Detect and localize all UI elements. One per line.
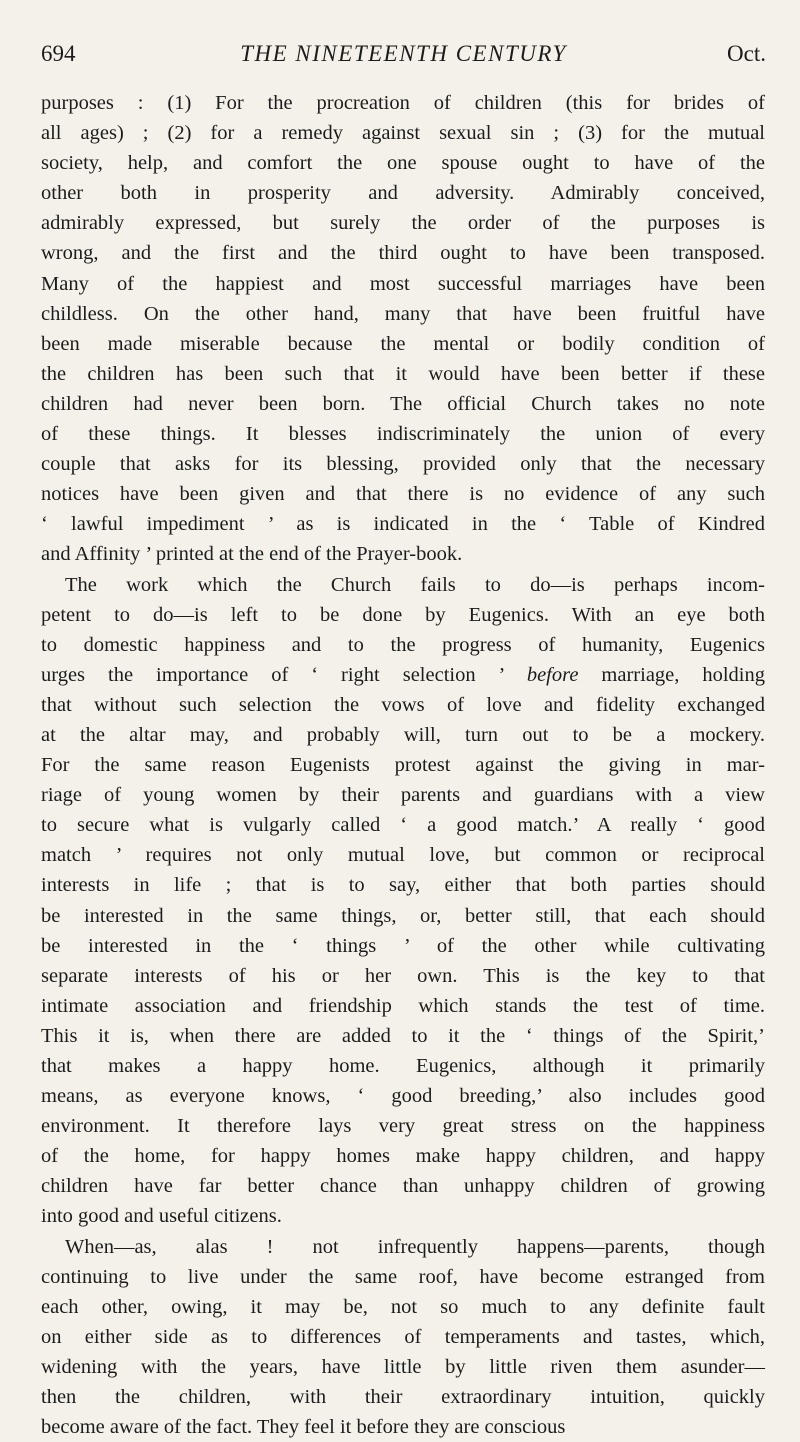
text-line: and Affinity ’ printed at the end of the Prayer-book. — [41, 543, 463, 566]
text-line: separate interests of his or her own. This is the key to that — [41, 964, 765, 987]
text-line: other both in prosperity and adversity. Admirably conceived, — [41, 182, 765, 205]
text-line: means, as everyone knows, ‘ good breeding,’ also includes good — [41, 1085, 765, 1108]
text-line: petent to do—is left to be done by Eugenics. With an eye both — [41, 603, 765, 626]
body-text — [41, 88, 765, 1442]
text-line: that without such selection the vows of love and fidelity exchanged — [41, 693, 765, 716]
text-line: notices have been given and that there is no evidence of any such — [41, 483, 765, 506]
text-line: of the home, for happy homes make happy children, and happy — [41, 1145, 765, 1168]
text-line: ‘ lawful impediment ’ as is indicated in the ‘ Table of Kindred — [41, 513, 765, 536]
text-line: children have far better chance than unhappy children of growing — [41, 1175, 765, 1198]
text-line: riage of young women by their parents and guardians with a view — [41, 784, 765, 807]
text-line: The work which the Church fails to do—is perhaps incom- — [65, 573, 765, 596]
text-line: then the children, with their extraordinary intuition, quickly — [41, 1386, 765, 1409]
text-line: intimate association and friendship which stands the test of time. — [41, 994, 765, 1017]
text-line: that makes a happy home. Eugenics, although it primarily — [41, 1055, 765, 1077]
text-line: been made miserable because the mental or bodily condition of — [41, 332, 765, 355]
text-line: purposes : (1) For the procreation of children (this for brides of — [41, 92, 765, 114]
page-number: 694 — [41, 41, 76, 66]
emphasis: before — [526, 663, 579, 686]
text-line: couple that asks for its blessing, provided only that the necessary — [41, 453, 765, 476]
text-line: at the altar may, and probably will, turn out to be a mockery. — [41, 723, 765, 746]
text-line: wrong, and the first and the third ought to have been transposed. — [41, 242, 765, 265]
text-line: on either side as to differences of temperaments and tastes, which, — [41, 1325, 765, 1348]
text-line: match ’ requires not only mutual love, but common or reciprocal — [41, 844, 765, 867]
text-line: For the same reason Eugenists protest against the giving in mar- — [41, 754, 765, 777]
text-line: all ages) ; (2) for a remedy against sexual sin ; (3) for the mutual — [41, 122, 765, 145]
text-line: become aware of the fact. They feel it before they are conscious — [41, 1416, 566, 1439]
text-line: be interested in the ‘ things ’ of the other while cultivating — [41, 934, 765, 957]
text-line: into good and useful citizens. — [41, 1205, 282, 1228]
text-line: continuing to live under the same roof, have become estranged from — [41, 1265, 765, 1288]
text-line: childless. On the other hand, many that have been fruitful have — [41, 302, 765, 325]
text-line: society, help, and comfort the one spouse ought to have of the — [41, 152, 765, 175]
text-line: to domestic happiness and to the progress of humanity, Eugenics — [41, 633, 765, 656]
text-line: environment. It therefore lays very great stress on the happiness — [41, 1115, 765, 1138]
running-header — [41, 37, 766, 71]
text-line: widening with the years, have little by little riven them asunder— — [41, 1355, 765, 1378]
text-line: each other, owing, it may be, not so much to any definite fault — [41, 1295, 765, 1318]
text-line: children had never been born. The official Church takes no note — [41, 392, 765, 415]
running-date: Oct. — [727, 41, 766, 66]
text-line: be interested in the same things, or, better still, that each should — [41, 904, 765, 927]
text-line: the children has been such that it would have been better if these — [41, 362, 765, 385]
text-line: to secure what is vulgarly called ‘ a good match.’ A really ‘ good — [41, 814, 765, 837]
text-line: urges the importance of ‘ right selection ’ before marriage, holding — [41, 663, 765, 686]
running-title: THE NINETEENTH CENTURY — [240, 41, 567, 66]
text-line: When—as, alas ! not infrequently happens—parents, though — [65, 1235, 765, 1258]
text-line: interests in life ; that is to say, either that both parties should — [41, 874, 765, 897]
text-line: admirably expressed, but surely the order of the purposes is — [41, 212, 765, 235]
text-line: Many of the happiest and most successful marriages have been — [41, 272, 765, 295]
text-line: of these things. It blesses indiscriminately the union of every — [41, 423, 765, 446]
text-line: This it is, when there are added to it the ‘ things of the Spirit,’ — [41, 1024, 765, 1047]
